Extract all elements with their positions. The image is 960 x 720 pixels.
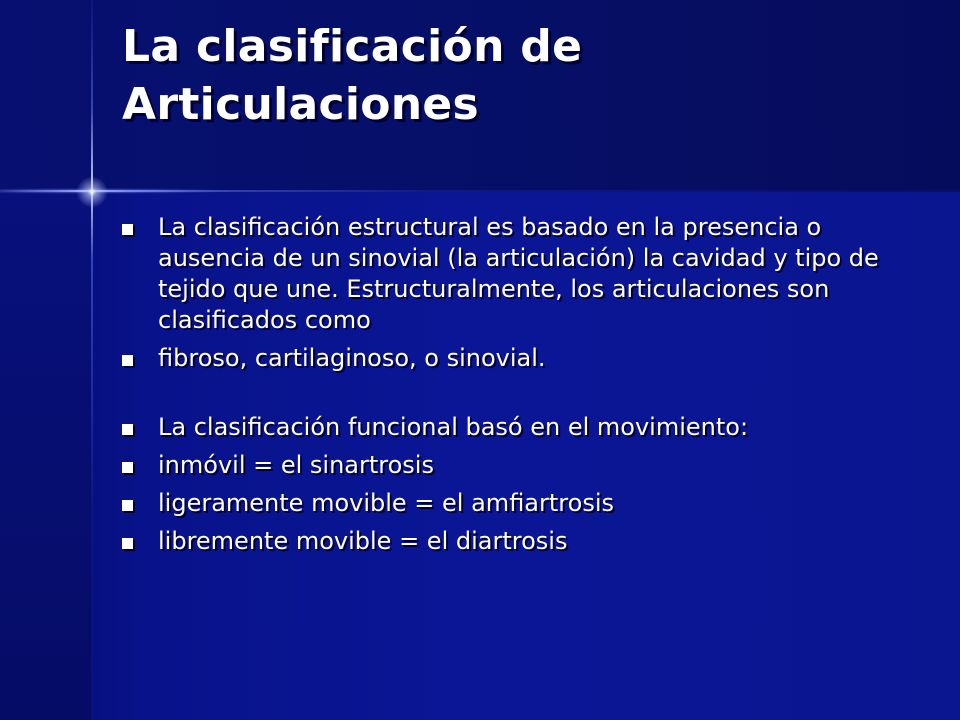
bullet-text: La clasificación funcional basó en el movimiento: <box>158 413 749 441</box>
square-bullet-icon <box>122 500 133 511</box>
slide-title: La clasificación de Articulaciones <box>122 21 583 130</box>
square-bullet-icon <box>122 224 133 235</box>
bullet-item <box>120 526 900 557</box>
bullet-text: inmóvil = el sinartrosis <box>158 451 434 479</box>
bullet-item <box>120 450 900 481</box>
star-flare-icon <box>76 176 108 208</box>
square-bullet-icon <box>122 538 133 549</box>
square-bullet-icon <box>122 424 133 435</box>
square-bullet-icon <box>122 462 133 473</box>
left-strip <box>0 192 92 720</box>
bullet-item <box>120 212 900 336</box>
horizontal-flare <box>0 188 240 194</box>
bullet-item <box>120 488 900 519</box>
bullet-text: La clasificación estructural es basado en la presencia o ausencia de un sinovial (la articulación) la cavidad y tipo de tejido que une. Estructuralmente, los articulaciones son clasificados como <box>158 213 879 334</box>
bullet-item <box>120 412 900 443</box>
bullet-text: ligeramente movible = el amfiartrosis <box>158 489 614 517</box>
vertical-accent-line <box>91 0 93 720</box>
bullet-text: libremente movible = el diartrosis <box>158 527 568 555</box>
bullet-list <box>120 212 900 564</box>
bullet-item <box>120 343 900 374</box>
bullet-text: fibroso, cartilaginoso, o sinovial. <box>158 344 546 372</box>
square-bullet-icon <box>122 355 133 366</box>
